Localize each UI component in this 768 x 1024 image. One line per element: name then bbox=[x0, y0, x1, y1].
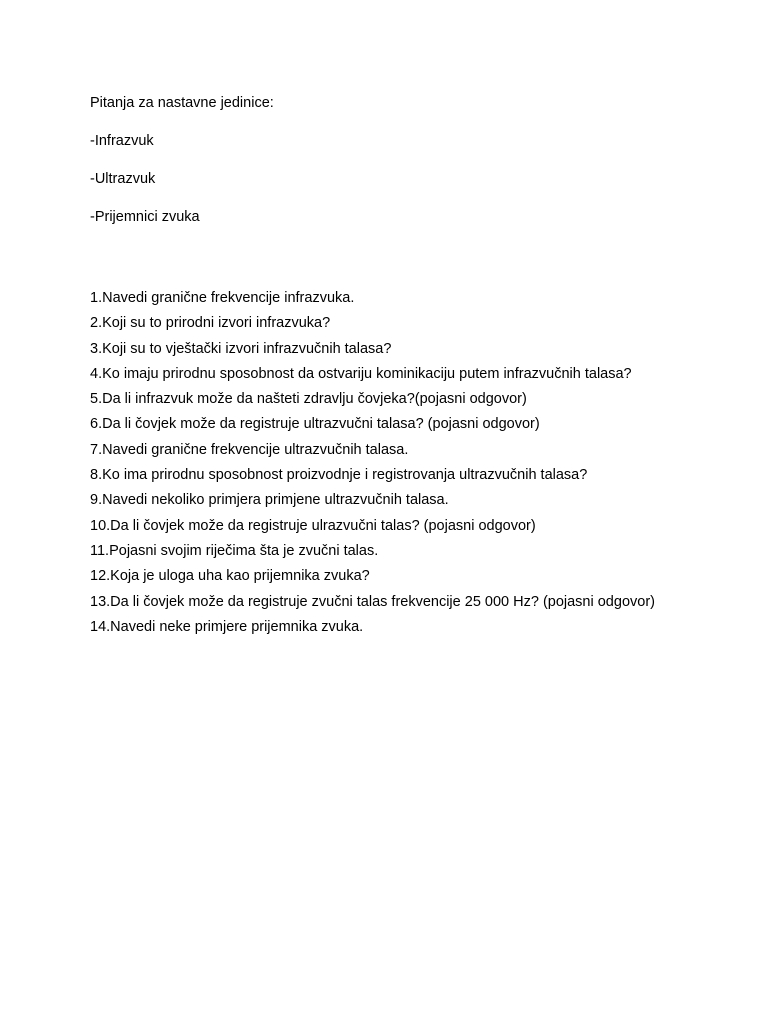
question-item: 8.Ko ima prirodnu sposobnost proizvodnje i registrovanja ultrazvučnih talasa? bbox=[90, 467, 588, 484]
question-item: 9.Navedi nekoliko primjera primjene ultrazvučnih talasa. bbox=[90, 492, 449, 509]
topic-item: -Ultrazvuk bbox=[90, 171, 156, 187]
question-item: 3.Koji su to vještački izvori infrazvučnih talasa? bbox=[90, 340, 392, 357]
question-item: 5.Da li infrazvuk može da našteti zdravlju čovjeka?(pojasni odgovor) bbox=[90, 391, 527, 408]
question-list bbox=[90, 286, 660, 640]
topic-item: -Infrazvuk bbox=[90, 133, 154, 149]
question-item: 13.Da li čovjek može da registruje zvučni talas frekvencije 25 000 Hz? (pojasni odgovor) bbox=[90, 593, 655, 610]
question-item: 6.Da li čovjek može da registruje ultrazvučni talasa? (pojasni odgovor) bbox=[90, 416, 540, 433]
document-heading: Pitanja za nastavne jedinice: bbox=[90, 95, 274, 111]
question-item: 2.Koji su to prirodni izvori infrazvuka? bbox=[90, 315, 331, 332]
question-item: 10.Da li čovjek može da registruje ulrazvučni talas? (pojasni odgovor) bbox=[90, 517, 536, 534]
question-item: 12.Koja je uloga uha kao prijemnika zvuka? bbox=[90, 568, 370, 585]
topic-list bbox=[90, 132, 690, 227]
question-item: 14.Navedi neke primjere prijemnika zvuka. bbox=[90, 618, 364, 635]
question-item: 7.Navedi granične frekvencije ultrazvučnih talasa. bbox=[90, 441, 409, 458]
question-item: 1.Navedi granične frekvencije infrazvuka. bbox=[90, 290, 355, 306]
question-item: 11.Pojasni svojim riječima šta je zvučni talas. bbox=[90, 542, 379, 559]
question-item: 4.Ko imaju prirodnu sposobnost da ostvariju kominikaciju putem infrazvučnih talasa? bbox=[90, 365, 632, 382]
document-body bbox=[90, 94, 690, 635]
topic-item: -Prijemnici zvuka bbox=[90, 209, 200, 225]
